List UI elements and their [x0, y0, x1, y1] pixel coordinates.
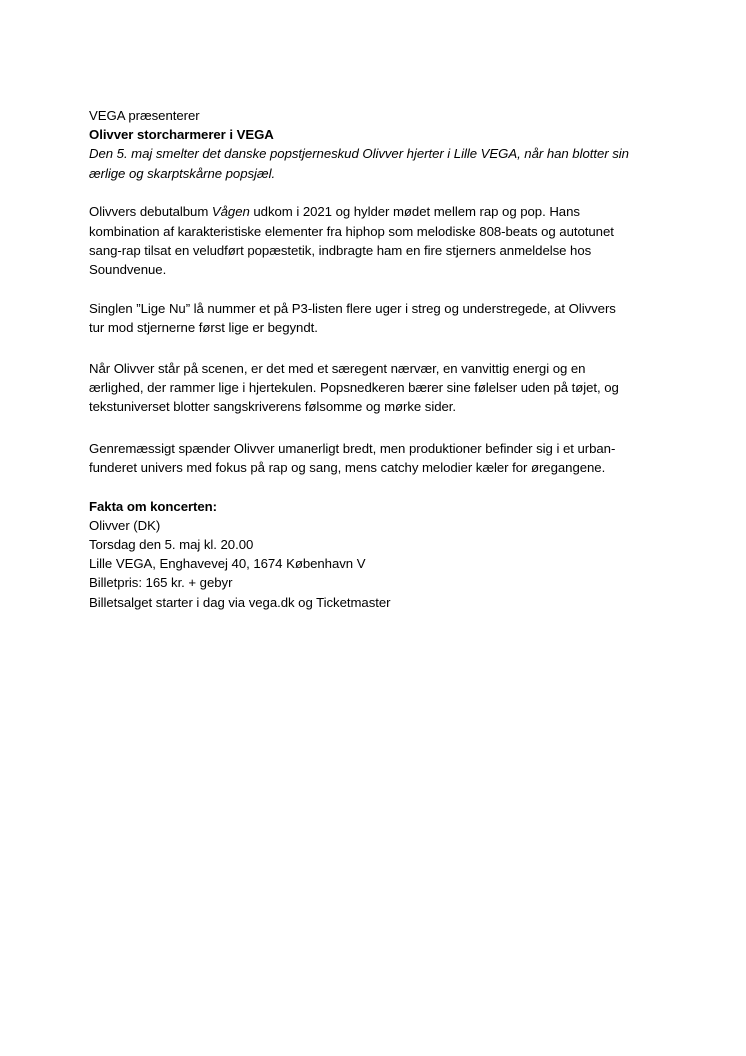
paragraph-line: kombination af karakteristiske elementer fra hiphop som melodiske 808-beats og autotunet [89, 223, 614, 239]
paragraph-line: Soundvenue. [89, 261, 167, 277]
facts-section [89, 497, 669, 612]
facts-price: Billetpris: 165 kr. + gebyr [89, 575, 233, 591]
paragraph-line: ærlighed, der rammer lige i hjertekulen. Popsnedkeren bærer sine følelser uden på tøjet, og [89, 380, 619, 396]
paragraph-line: Når Olivver står på scenen, er det med et særegent nærvær, en vanvittig energi og en [89, 361, 586, 377]
facts-heading: Fakta om koncerten: [89, 498, 218, 514]
facts-date: Torsdag den 5. maj kl. 20.00 [89, 536, 254, 552]
paragraph-genre [89, 439, 669, 477]
lede [89, 144, 669, 182]
paragraph-line: tur mod stjernerne først lige er begyndt. [89, 319, 318, 335]
paragraph-debut-album [89, 202, 669, 279]
paragraph-stage [89, 359, 669, 417]
album-title: Vågen [211, 204, 250, 220]
paragraph-line: funderet univers med fokus på rap og sang, mens catchy melodier kæler for øregangene. [89, 459, 606, 475]
lede-line: ærlige og skarptskårne popsjæl. [89, 165, 276, 181]
facts-venue: Lille VEGA, Enghavevej 40, 1674 København V [89, 556, 366, 572]
paragraph-single [89, 299, 669, 337]
presenter-line: VEGA præsenterer [89, 108, 200, 123]
facts-ticket-sale: Billetsalget starter i dag via vega.dk og Ticketmaster [89, 594, 391, 610]
paragraph-line: tekstuniverset blotter sangskriverens følsomme og mørke sider. [89, 399, 457, 415]
text-span: udkom i 2021 og hylder mødet mellem rap og pop. Hans [249, 204, 580, 220]
headline: Olivver storcharmerer i VEGA [89, 127, 274, 143]
lede-line: Den 5. maj smelter det danske popstjerneskud Olivver hjerter i Lille VEGA, når han blotter sin [89, 146, 629, 162]
paragraph-line: Singlen ”Lige Nu” lå nummer et på P3-listen flere uger i streg og understregede, at Olivvers [89, 300, 616, 316]
text-span: Olivvers debutalbum [89, 204, 212, 220]
paragraph-line: Genremæssigt spænder Olivver umanerligt bredt, men produktioner befinder sig i et urban- [89, 440, 616, 456]
facts-artist: Olivver (DK) [89, 517, 161, 533]
press-release-page [89, 106, 669, 612]
paragraph-line [89, 202, 669, 221]
paragraph-line: sang-rap tilsat en veludført popæstetik, indbragte ham en fire stjerners anmeldelse hos [89, 242, 592, 258]
